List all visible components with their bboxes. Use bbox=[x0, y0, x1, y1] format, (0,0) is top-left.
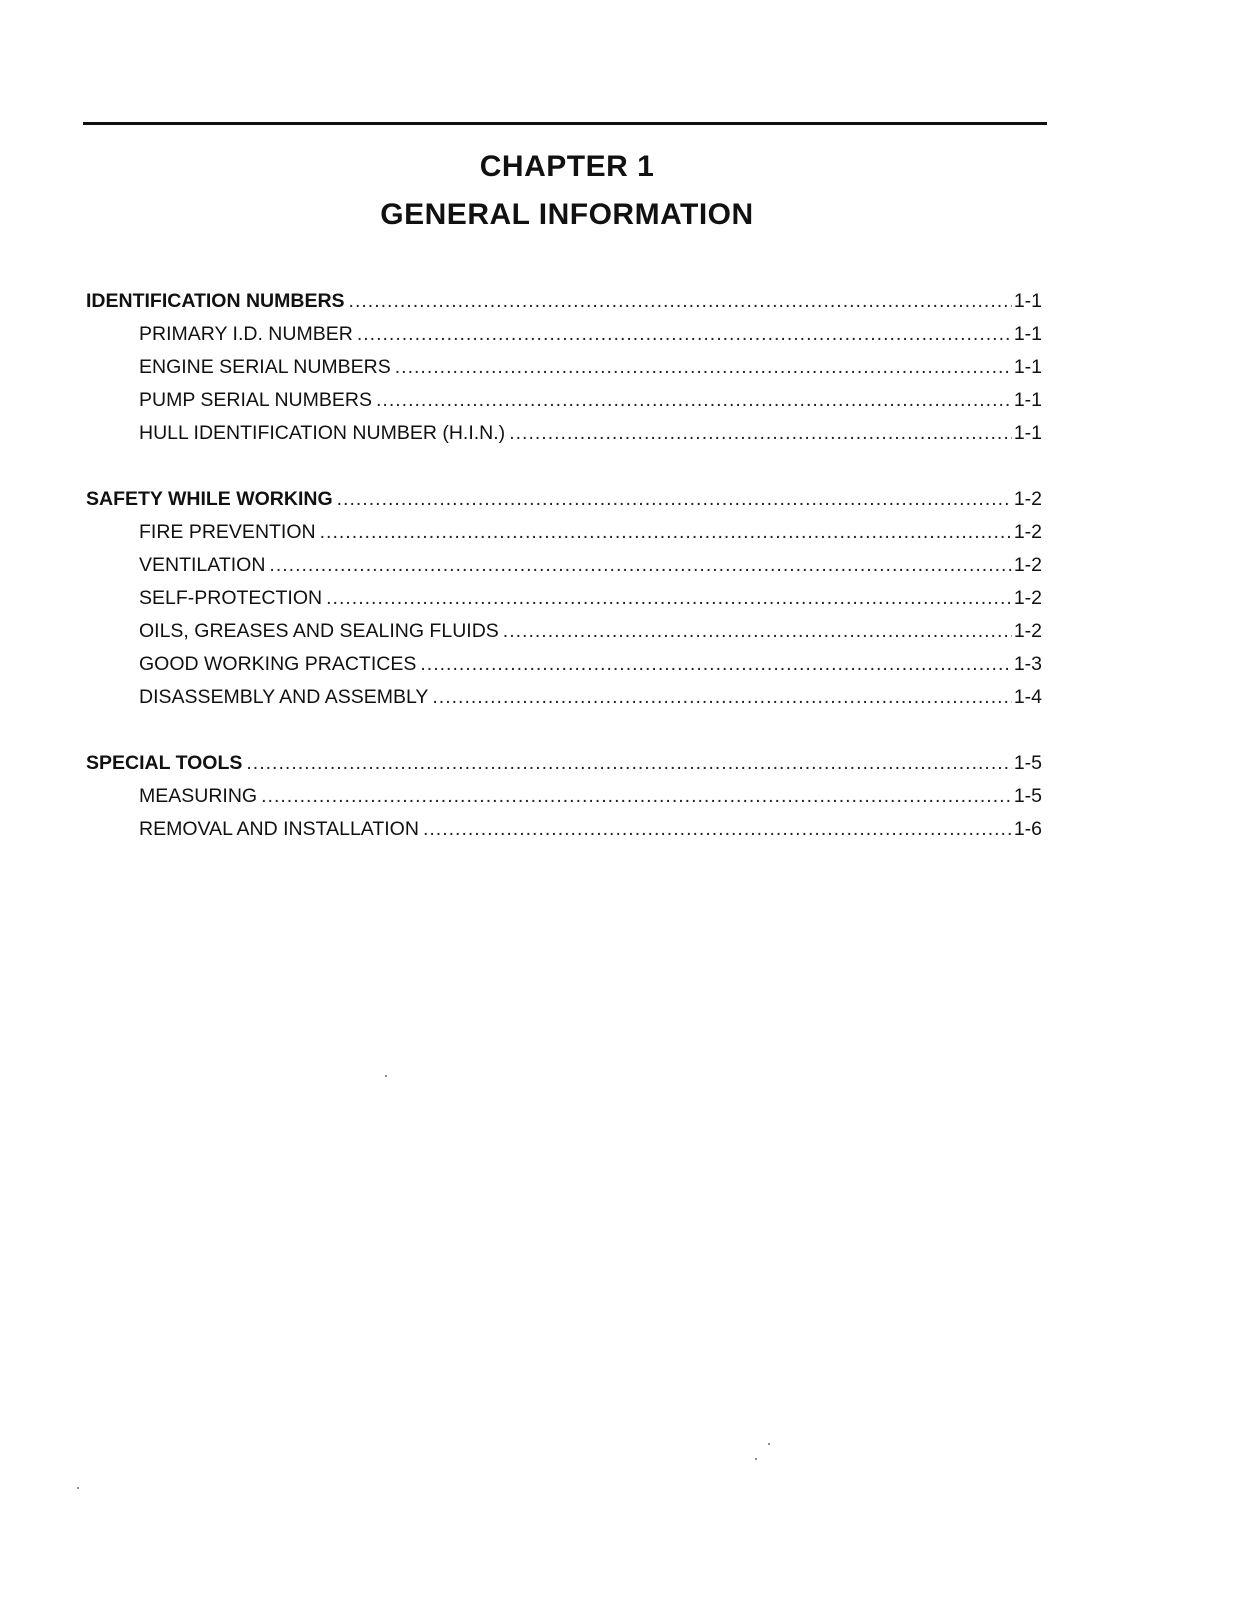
toc-entry-fire-prevention[interactable] bbox=[86, 516, 1042, 549]
toc-entry-pump-serial-numbers[interactable] bbox=[86, 384, 1042, 417]
chapter-title: GENERAL INFORMATION bbox=[380, 198, 754, 231]
dot-leader bbox=[395, 351, 1012, 384]
toc-item-label: FIRE PREVENTION bbox=[139, 521, 316, 543]
toc-item-label: SELF-PROTECTION bbox=[139, 587, 323, 609]
dot-leader bbox=[509, 417, 1012, 450]
toc-item-label: MEASURING bbox=[139, 785, 258, 807]
toc-page-number: 1-3 bbox=[1013, 653, 1042, 675]
toc-section-special-tools bbox=[86, 747, 1042, 846]
toc-item-label: REMOVAL AND INSTALLATION bbox=[139, 818, 419, 840]
dot-leader bbox=[326, 582, 1012, 615]
toc-section-safety-while-working bbox=[86, 483, 1042, 714]
toc-page-number: 1-4 bbox=[1013, 686, 1042, 708]
toc-page-number: 1-1 bbox=[1013, 290, 1042, 312]
scan-speck bbox=[385, 1075, 387, 1077]
toc-entry-special-tools[interactable] bbox=[86, 747, 1042, 780]
dot-leader bbox=[357, 318, 1012, 351]
toc-page-number: 1-6 bbox=[1013, 818, 1042, 840]
toc-entry-oils-greases-sealing-fluids[interactable] bbox=[86, 615, 1042, 648]
toc-entry-self-protection[interactable] bbox=[86, 582, 1042, 615]
toc-item-label: HULL IDENTIFICATION NUMBER (H.I.N.) bbox=[139, 422, 506, 444]
toc-section-title: IDENTIFICATION NUMBERS bbox=[86, 290, 345, 312]
toc-entry-good-working-practices[interactable] bbox=[86, 648, 1042, 681]
scan-speck bbox=[768, 1443, 770, 1445]
dot-leader bbox=[376, 384, 1012, 417]
dot-leader bbox=[420, 648, 1011, 681]
dot-leader bbox=[320, 516, 1012, 549]
scan-speck bbox=[77, 1487, 79, 1489]
toc-page-number: 1-2 bbox=[1013, 554, 1042, 576]
toc-page-number: 1-1 bbox=[1013, 422, 1042, 444]
toc-entry-safety-while-working[interactable] bbox=[86, 483, 1042, 516]
toc-section-title: SPECIAL TOOLS bbox=[86, 752, 243, 774]
dot-leader bbox=[503, 615, 1012, 648]
table-of-contents bbox=[86, 285, 1042, 879]
toc-item-label: PRIMARY I.D. NUMBER bbox=[139, 323, 353, 345]
dot-leader bbox=[261, 780, 1012, 813]
dot-leader bbox=[337, 483, 1012, 516]
dot-leader bbox=[432, 681, 1011, 714]
toc-entry-disassembly-and-assembly[interactable] bbox=[86, 681, 1042, 714]
dot-leader bbox=[246, 747, 1011, 780]
header-rule bbox=[83, 122, 1047, 125]
toc-item-label: OILS, GREASES AND SEALING FLUIDS bbox=[139, 620, 499, 642]
scan-speck bbox=[755, 1458, 757, 1460]
toc-page-number: 1-5 bbox=[1013, 752, 1042, 774]
toc-item-label: GOOD WORKING PRACTICES bbox=[139, 653, 417, 675]
toc-page-number: 1-2 bbox=[1013, 521, 1042, 543]
toc-section-title: SAFETY WHILE WORKING bbox=[86, 488, 333, 510]
toc-page-number: 1-2 bbox=[1013, 587, 1042, 609]
toc-page-number: 1-1 bbox=[1013, 356, 1042, 378]
toc-page-number: 1-2 bbox=[1013, 620, 1042, 642]
toc-page-number: 1-1 bbox=[1013, 323, 1042, 345]
dot-leader bbox=[269, 549, 1011, 582]
dot-leader bbox=[423, 813, 1012, 846]
chapter-number: CHAPTER 1 bbox=[479, 150, 655, 183]
toc-section-identification-numbers bbox=[86, 285, 1042, 450]
toc-entry-primary-id-number[interactable] bbox=[86, 318, 1042, 351]
toc-entry-measuring[interactable] bbox=[86, 780, 1042, 813]
dot-leader bbox=[349, 285, 1012, 318]
toc-entry-ventilation[interactable] bbox=[86, 549, 1042, 582]
toc-item-label: VENTILATION bbox=[139, 554, 266, 576]
toc-item-label: ENGINE SERIAL NUMBERS bbox=[139, 356, 391, 378]
toc-entry-identification-numbers[interactable] bbox=[86, 285, 1042, 318]
toc-entry-engine-serial-numbers[interactable] bbox=[86, 351, 1042, 384]
toc-entry-hull-identification-number[interactable] bbox=[86, 417, 1042, 450]
toc-page-number: 1-1 bbox=[1013, 389, 1042, 411]
toc-item-label: PUMP SERIAL NUMBERS bbox=[139, 389, 372, 411]
toc-page-number: 1-5 bbox=[1013, 785, 1042, 807]
toc-item-label: DISASSEMBLY AND ASSEMBLY bbox=[139, 686, 429, 708]
toc-entry-removal-and-installation[interactable] bbox=[86, 813, 1042, 846]
toc-page-number: 1-2 bbox=[1013, 488, 1042, 510]
